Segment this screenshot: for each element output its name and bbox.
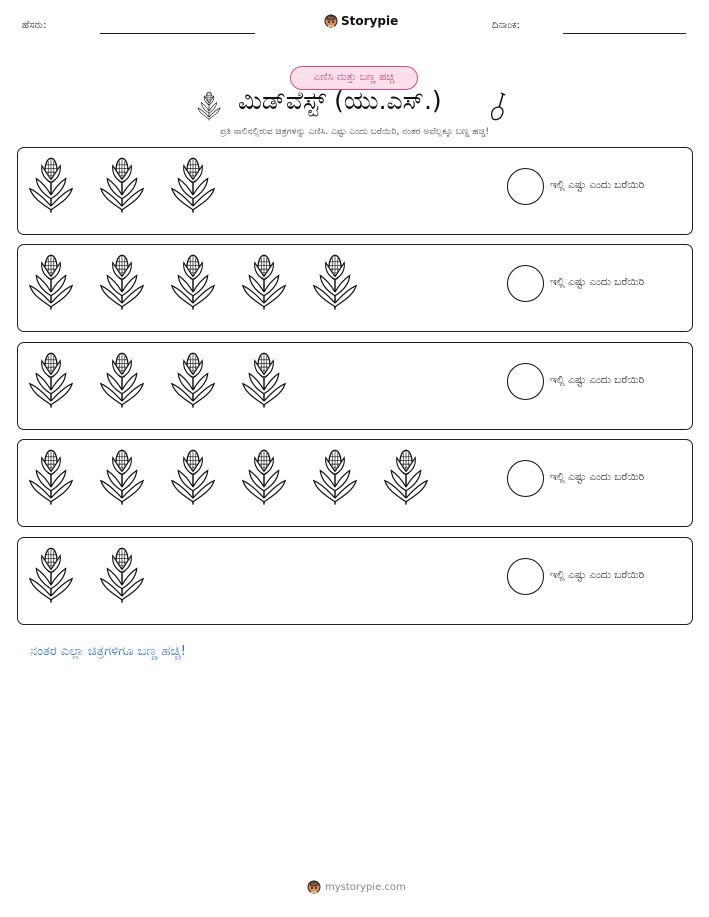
answer-label: ಇಲ್ಲಿ ಎಷ್ಟು ಎಂದು ಬರೆಯಿರಿ bbox=[550, 179, 645, 191]
corn-stalk-icon bbox=[197, 90, 221, 122]
name-label: ಹೆಸರು: bbox=[22, 20, 47, 31]
corn-stalk-icon bbox=[170, 154, 216, 216]
corn-stalk-icon bbox=[28, 251, 74, 313]
count-row-5 bbox=[17, 537, 693, 625]
count-row-4 bbox=[17, 439, 693, 527]
corn-group bbox=[28, 349, 287, 411]
corn-stalk-icon bbox=[28, 154, 74, 216]
site-url: mystorypie.com bbox=[325, 881, 406, 893]
corn-stalk-icon bbox=[312, 251, 358, 313]
corn-stalk-icon bbox=[170, 349, 216, 411]
corn-stalk-icon bbox=[170, 251, 216, 313]
corn-stalk-icon bbox=[28, 544, 74, 606]
answer-circle[interactable] bbox=[507, 265, 544, 302]
corn-stalk-icon bbox=[99, 446, 145, 508]
instructions: ಪ್ರತಿ ಸಾಲಿನಲ್ಲಿರುವ ಚಿತ್ರಗಳನ್ನು ಎಣಿಸಿ. ಎಷ್ಟು ಎಂದು ಬರೆಯಿರಿ, ನಂತರ ಅವೆಲ್ಲಕ್ಕೂ ಬಣ್ಣ ಹಚ್ಚಿ! bbox=[220, 127, 489, 137]
answer-circle[interactable] bbox=[507, 168, 544, 205]
answer-label: ಇಲ್ಲಿ ಎಷ್ಟು ಎಂದು ಬರೆಯಿರಿ bbox=[550, 276, 645, 288]
corn-group bbox=[28, 251, 358, 313]
count-row-1 bbox=[17, 147, 693, 235]
corn-stalk-icon bbox=[383, 446, 429, 508]
corn-stalk-icon bbox=[28, 349, 74, 411]
corn-stalk-icon bbox=[170, 446, 216, 508]
count-row-2 bbox=[17, 244, 693, 332]
corn-group bbox=[28, 446, 429, 508]
corn-stalk-icon bbox=[241, 349, 287, 411]
date-label: ದಿನಾಂಕ: bbox=[492, 20, 520, 31]
date-line[interactable] bbox=[563, 33, 686, 34]
corn-stalk-icon bbox=[241, 446, 287, 508]
storypie-mascot-icon bbox=[307, 879, 321, 895]
corn-group bbox=[28, 154, 216, 216]
count-row-3 bbox=[17, 342, 693, 430]
answer-label: ಇಲ್ಲಿ ಎಷ್ಟು ಎಂದು ಬರೆಯಿರಿ bbox=[550, 471, 645, 483]
site-footer bbox=[307, 879, 406, 895]
answer-label: ಇಲ್ಲಿ ಎಷ್ಟು ಎಂದು ಬರೆಯಿರಿ bbox=[550, 569, 645, 581]
corn-stalk-icon bbox=[99, 154, 145, 216]
answer-circle[interactable] bbox=[507, 363, 544, 400]
corn-stalk-icon bbox=[99, 251, 145, 313]
answer-label: ಇಲ್ಲಿ ಎಷ್ಟು ಎಂದು ಬರೆಯಿರಿ bbox=[550, 374, 645, 386]
corn-stalk-icon bbox=[28, 446, 74, 508]
answer-circle[interactable] bbox=[507, 460, 544, 497]
corn-stalk-icon bbox=[99, 349, 145, 411]
activity-badge: ಎಣಿಸಿ ಮತ್ತು ಬಣ್ಣ ಹಚ್ಚಿ bbox=[290, 66, 418, 90]
corn-group bbox=[28, 544, 145, 606]
answer-circle[interactable] bbox=[507, 558, 544, 595]
name-line[interactable] bbox=[100, 33, 255, 34]
corn-stalk-icon bbox=[99, 544, 145, 606]
footer-instruction: ನಂತರ ಎಲ್ಲಾ ಚಿತ್ರಗಳಿಗೂ ಬಣ್ಣ ಹಚ್ಚಿ! bbox=[30, 644, 186, 659]
brand-logo bbox=[324, 13, 398, 29]
corn-stalk-icon bbox=[312, 446, 358, 508]
storypie-mascot-icon bbox=[324, 13, 338, 29]
shovel-icon bbox=[489, 92, 509, 122]
brand-name: Storypie bbox=[341, 14, 399, 28]
page-title: ಮಿಡ್‌ವೆಸ್ಟ್ (ಯು.ಎಸ್.) bbox=[238, 86, 442, 115]
corn-stalk-icon bbox=[241, 251, 287, 313]
